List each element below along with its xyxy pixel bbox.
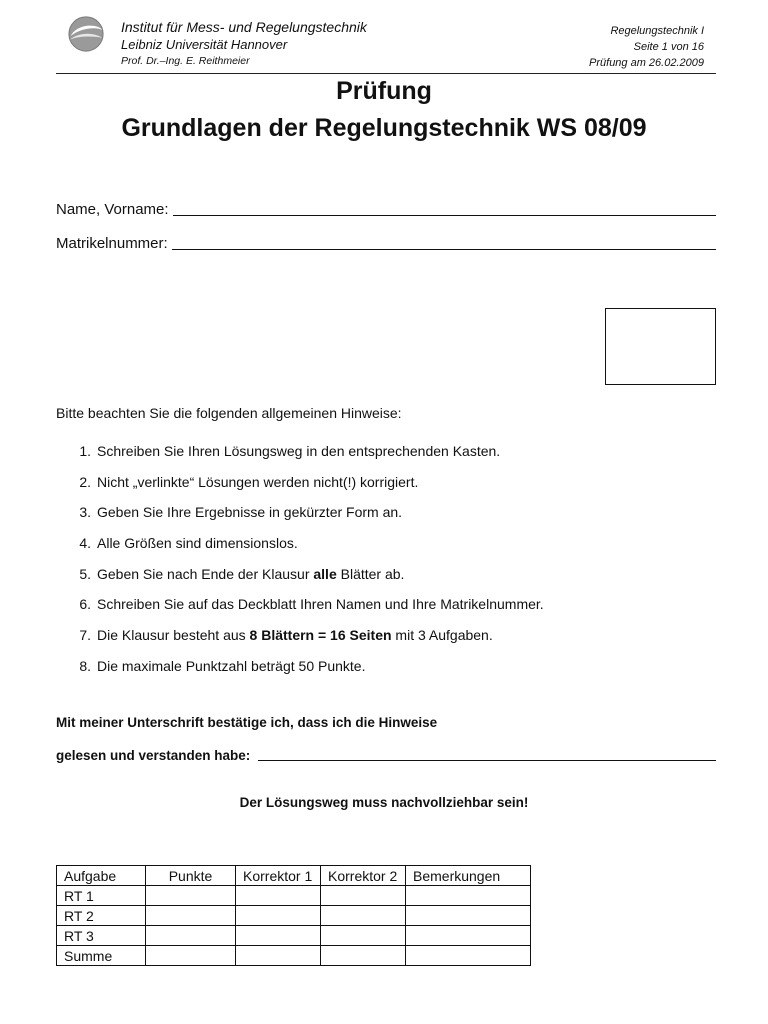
- score-cell[interactable]: [236, 926, 321, 946]
- score-cell[interactable]: [321, 906, 406, 926]
- score-cell[interactable]: [236, 946, 321, 966]
- score-cell[interactable]: [321, 926, 406, 946]
- header-divider: [56, 73, 716, 74]
- university-name: Leibniz Universität Hannover: [121, 37, 288, 52]
- list-item: [56, 566, 544, 597]
- confirmation-text: Mit meiner Unterschrift bestätige ich, dass ich die Hinweise: [56, 715, 438, 730]
- university-logo: [67, 15, 105, 53]
- score-cell[interactable]: [321, 886, 406, 906]
- stamp-box[interactable]: [605, 308, 716, 385]
- item-number: 5.: [79, 565, 91, 582]
- row-label: RT 3: [57, 926, 146, 946]
- signature-field[interactable]: [56, 746, 716, 763]
- item-number: 3.: [79, 504, 91, 521]
- column-header: Korrektor 1: [236, 866, 321, 886]
- table-row: [57, 926, 531, 946]
- score-cell[interactable]: [236, 906, 321, 926]
- solution-note: Der Lösungsweg muss nachvollziehbar sein!: [239, 795, 529, 810]
- name-label: Name, Vorname:: [56, 201, 169, 218]
- score-cell[interactable]: [146, 886, 236, 906]
- page-subtitle: Grundlagen der Regelungstechnik WS 08/09: [121, 114, 647, 142]
- item-text: Geben Sie nach Ende der Klausur alle Blätter ab.: [97, 565, 405, 582]
- row-label: Summe: [57, 946, 146, 966]
- list-item: [56, 535, 544, 566]
- table-row: [57, 946, 531, 966]
- item-number: 1.: [79, 443, 91, 459]
- matrikel-input-line[interactable]: [172, 235, 716, 250]
- item-number: 7.: [79, 627, 91, 644]
- list-item: [56, 658, 544, 689]
- grade-table: [56, 865, 531, 966]
- score-cell[interactable]: [236, 886, 321, 906]
- item-text: Die maximale Punktzahl beträgt 50 Punkte.: [97, 657, 366, 674]
- column-header: Punkte: [146, 866, 236, 886]
- signature-input-line[interactable]: [258, 746, 716, 761]
- item-number: 2.: [79, 473, 91, 490]
- item-number: 6.: [79, 596, 91, 613]
- list-item: [56, 443, 544, 474]
- column-header: Aufgabe: [57, 866, 146, 886]
- column-header: Korrektor 2: [321, 866, 406, 886]
- name-input-line[interactable]: [173, 201, 716, 216]
- header-right: [589, 23, 704, 71]
- list-item: [56, 504, 544, 535]
- row-label: RT 2: [57, 906, 146, 926]
- item-text: Nicht „verlinkte“ Lösungen werden nicht(!) korrigiert.: [97, 473, 419, 490]
- course-name: Regelungstechnik I: [610, 25, 704, 37]
- score-cell[interactable]: [406, 926, 531, 946]
- score-cell[interactable]: [146, 906, 236, 926]
- item-text: Geben Sie Ihre Ergebnisse in gekürzter Form an.: [97, 504, 403, 521]
- signature-label: gelesen und verstanden habe:: [56, 748, 251, 763]
- item-text: Schreiben Sie Ihren Lösungsweg in den entsprechenden Kasten.: [97, 443, 501, 459]
- table-row: [57, 906, 531, 926]
- score-cell[interactable]: [406, 906, 531, 926]
- header-left: [121, 19, 367, 70]
- matrikel-field[interactable]: [56, 235, 716, 252]
- professor-name: Prof. Dr.–Ing. E. Reithmeier: [121, 55, 250, 67]
- item-text: Die Klausur besteht aus 8 Blättern = 16 Seiten mit 3 Aufgaben.: [97, 627, 493, 644]
- item-number: 4.: [79, 535, 91, 552]
- list-item: [56, 627, 544, 658]
- name-field[interactable]: [56, 201, 716, 218]
- list-item: [56, 474, 544, 505]
- score-cell[interactable]: [146, 946, 236, 966]
- item-text: Alle Größen sind dimensionslos.: [97, 535, 298, 552]
- table-row: [57, 886, 531, 906]
- page-number: Seite 1 von 16: [633, 41, 704, 53]
- matrikel-label: Matrikelnummer:: [56, 235, 168, 252]
- score-cell[interactable]: [146, 926, 236, 946]
- column-header: Bemerkungen: [406, 866, 531, 886]
- institute-name: Institut für Mess- und Regelungstechnik: [121, 19, 367, 35]
- item-number: 8.: [79, 657, 91, 674]
- score-cell[interactable]: [321, 946, 406, 966]
- score-cell[interactable]: [406, 886, 531, 906]
- score-cell[interactable]: [406, 946, 531, 966]
- instructions-list: [56, 443, 544, 689]
- item-text: Schreiben Sie auf das Deckblatt Ihren Namen und Ihre Matrikelnummer.: [97, 596, 544, 613]
- table-header-row: [57, 866, 531, 886]
- instructions-intro: Bitte beachten Sie die folgenden allgemeinen Hinweise:: [56, 405, 402, 421]
- list-item: [56, 596, 544, 627]
- row-label: RT 1: [57, 886, 146, 906]
- exam-date: Prüfung am 26.02.2009: [589, 57, 704, 69]
- page-title: Prüfung: [336, 77, 432, 105]
